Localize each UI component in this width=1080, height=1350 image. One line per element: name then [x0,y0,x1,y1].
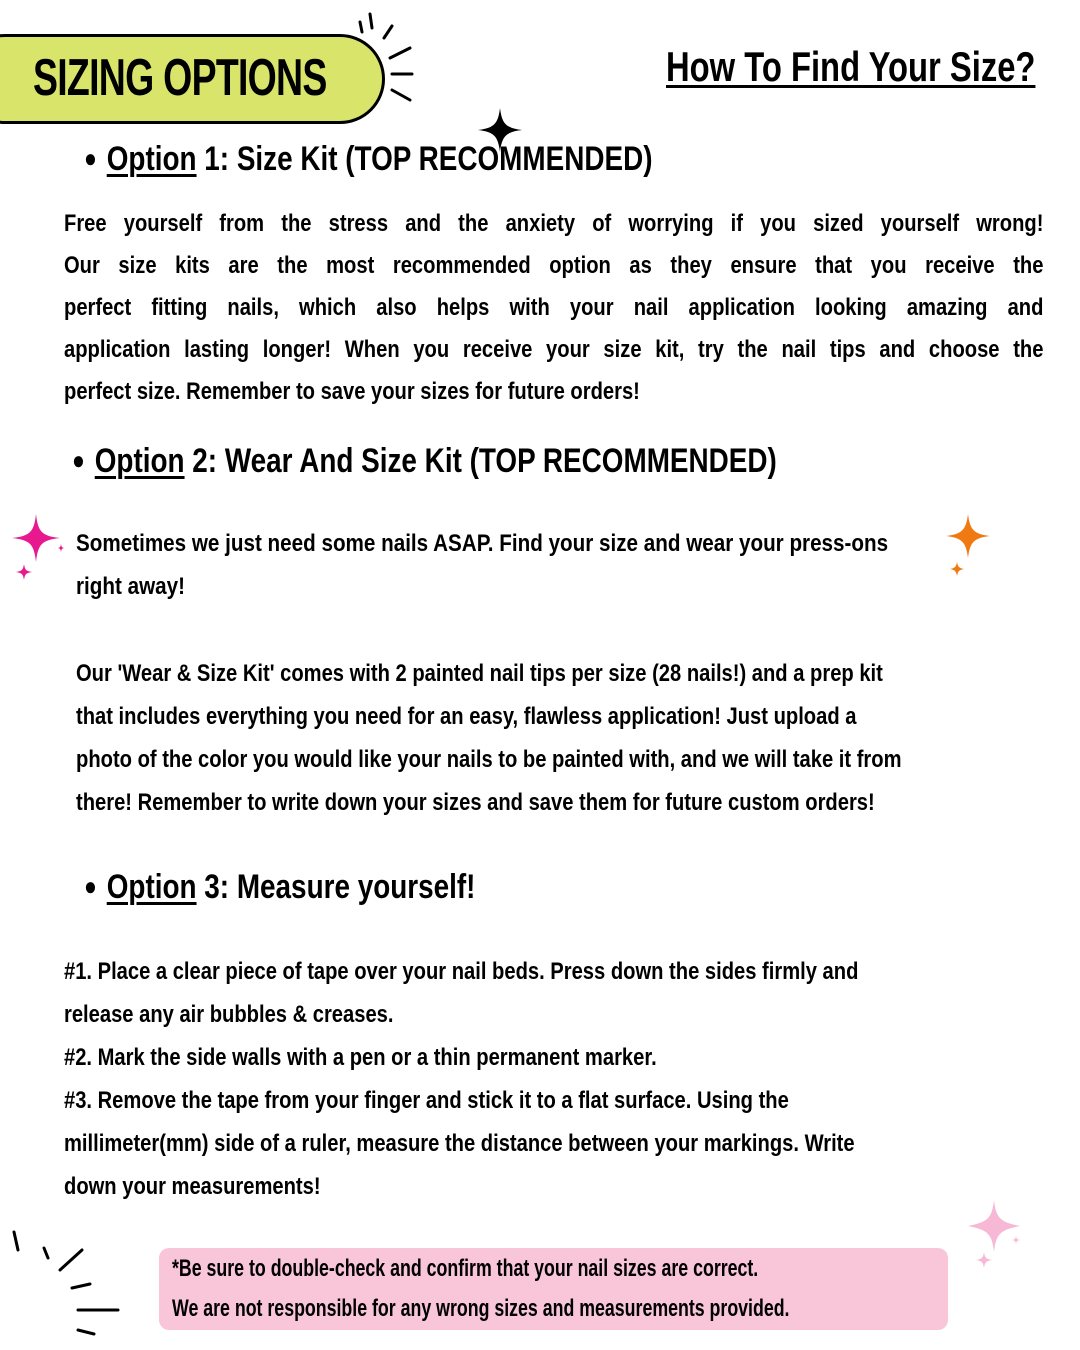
option-2-intro [76,522,1020,608]
disclaimer-box [159,1248,948,1330]
how-to-find-size-title: How To Find Your Size? [666,43,1036,90]
sparkle-icon [8,514,64,584]
sparkle-icon [966,1200,1026,1272]
step-line: down your measurements! [64,1173,321,1200]
option-1-word: Option [106,140,197,178]
burst-lines-icon [352,10,422,110]
bullet-icon: ● [72,445,85,475]
paragraph-line: photo of the color you would like your nails to be painted with, and we will take it from [76,746,902,773]
paragraph-line: right away! [76,573,185,600]
paragraph-line: Our 'Wear & Size Kit' comes with 2 painted nail tips per size (28 nails!) and a prep kit [76,660,883,687]
option-2-detail [76,652,1059,824]
option-2-word: Option [94,442,185,480]
burst-lines-icon [8,1224,128,1344]
sparkle-icon [940,514,996,580]
option-1-heading [84,138,652,179]
option-3-heading-text: 3: Measure yourself! [196,868,476,906]
step-line: millimeter(mm) side of a ruler, measure the distance between your markings. Write [64,1130,855,1157]
bullet-icon: ● [84,871,97,901]
paragraph-line: Our size kits are the most recommended option as they ensure that you receive the [64,252,1044,279]
option-2-heading [72,440,777,481]
option-3-heading [84,866,475,907]
option-3-word: Option [106,868,197,906]
option-2-heading-text: 2: Wear And Size Kit (TOP RECOMMENDED) [184,442,777,480]
disclaimer-line: We are not responsible for any wrong sizes and measurements provided. [172,1295,790,1322]
paragraph-line: Free yourself from the stress and the anxiety of worrying if you sized yourself wrong! [64,210,1044,237]
option-1-heading-text: 1: Size Kit (TOP RECOMMENDED) [196,140,653,178]
step-line: #3. Remove the tape from your finger and stick it to a flat surface. Using the [64,1087,789,1114]
sizing-options-title: SIZING OPTIONS [33,49,327,107]
option-1-paragraph [64,203,1043,413]
paragraph-line: that includes everything you need for an easy, flawless application! Just upload a [76,703,857,730]
paragraph-line: perfect size. Remember to save your sizes for future orders! [64,378,640,405]
disclaimer-line: *Be sure to double-check and confirm that your nail sizes are correct. [172,1255,759,1282]
step-line: #1. Place a clear piece of tape over your nail beds. Press down the sides firmly and [64,958,859,985]
paragraph-line: Sometimes we just need some nails ASAP. Find your size and wear your press-ons [76,530,889,557]
paragraph-line: perfect fitting nails, which also helps with your nail application looking amazing and [64,294,1044,321]
bullet-icon: ● [84,143,97,173]
option-3-steps [64,950,1010,1208]
paragraph-line: application lasting longer! When you receive your size kit, try the nail tips and choose the [64,336,1044,363]
paragraph-line: there! Remember to write down your sizes and save them for future custom orders! [76,789,875,816]
step-line: release any air bubbles & creases. [64,1001,394,1028]
step-line: #2. Mark the side walls with a pen or a thin permanent marker. [64,1044,657,1071]
